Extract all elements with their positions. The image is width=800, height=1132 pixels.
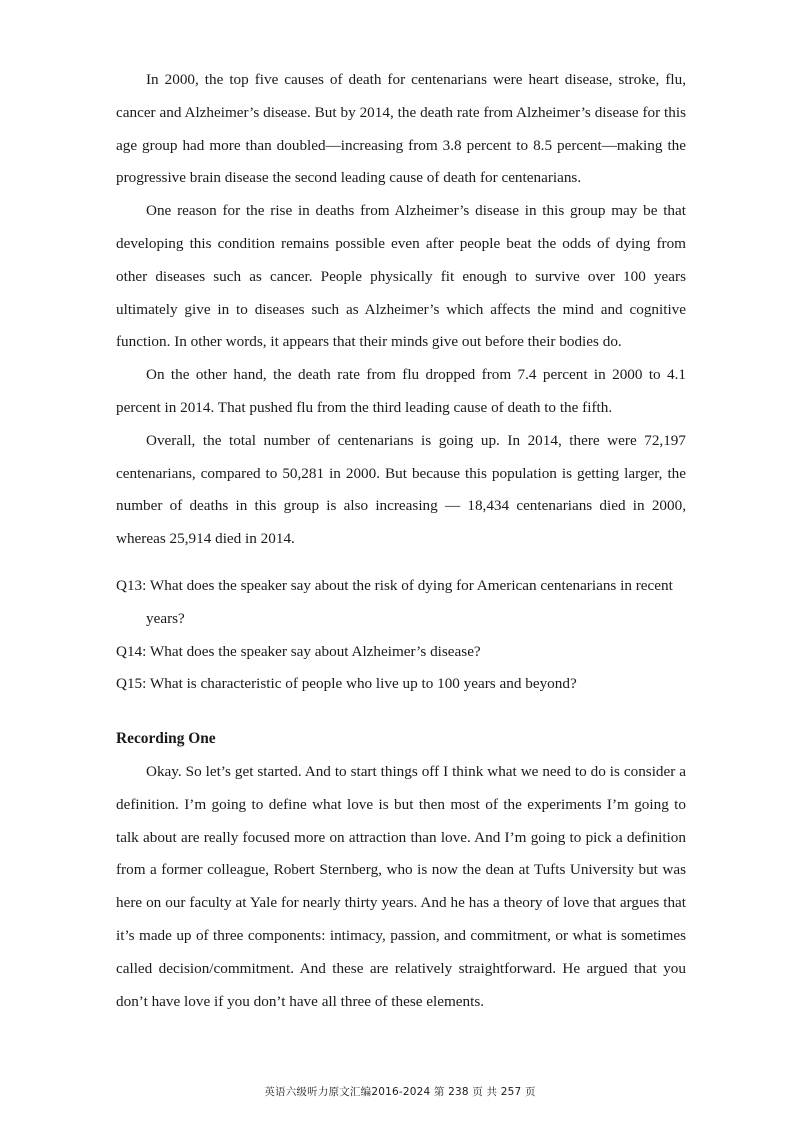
paragraph: One reason for the rise in deaths from Alzheimer’s disease in this group may be that developing this condition remains possible even after people beat the odds of dying from other diseases such as cancer. People physically fit enough to survive over 100 years ultimately give in to diseases such as Alzheimer’s which affects the mind and cognitive function. In other words, it appears that their minds give out before their bodies do. xyxy=(116,202,686,351)
paragraph: Okay. So let’s get started. And to start things off I think what we need to do is consider a definition. I’m going to define what love is but then most of the experiments I’m going to talk about are really focused more on attraction than love. And I’m going to pick a definition from a former colleague, Robert Sternberg, who is now the dean at Tufts University but was here on our faculty at Yale for nearly thirty years. And he has a theory of love that argues that it’s made up of three components: intimacy, passion, and commitment, or what is sometimes called decision/commitment. And these are relatively straightforward. He argued that you don’t have love if you don’t have all three of these elements. xyxy=(116,762,686,1010)
question-q13: Q13: What does the speaker say about the risk of dying for American centenarians in recent years? xyxy=(116,576,673,627)
question-q14: Q14: What does the speaker say about Alzheimer’s disease? xyxy=(116,642,481,660)
passage xyxy=(116,64,686,556)
question-list xyxy=(116,570,686,701)
paragraph: In 2000, the top five causes of death for centenarians were heart disease, stroke, flu, cancer and Alzheimer’s disease. But by 2014, the death rate from Alzheimer’s disease for this age group had more than doubled—increasing from 3.8 percent to 8.5 percent—making the progressive brain disease the second leading cause of death for centenarians. xyxy=(116,71,686,187)
question-q15: Q15: What is characteristic of people who live up to 100 years and beyond? xyxy=(116,675,577,693)
recording-transcript xyxy=(116,756,686,1018)
paragraph: On the other hand, the death rate from flu dropped from 7.4 percent in 2000 to 4.1 percent in 2014. That pushed flu from the third leading cause of death to the fifth. xyxy=(116,366,686,416)
paragraph: Overall, the total number of centenarians is going up. In 2014, there were 72,197 centenarians, compared to 50,281 in 2000. But because this population is getting larger, the number of deaths in this group is also increasing — 18,434 centenarians died in 2000, whereas 25,914 died in 2014. xyxy=(116,431,686,548)
document-page xyxy=(116,64,686,1018)
page-footer: 英语六级听力原文汇编2016-2024 第 238 页 共 257 页 xyxy=(264,1086,536,1098)
section-heading: Recording One xyxy=(116,730,216,748)
